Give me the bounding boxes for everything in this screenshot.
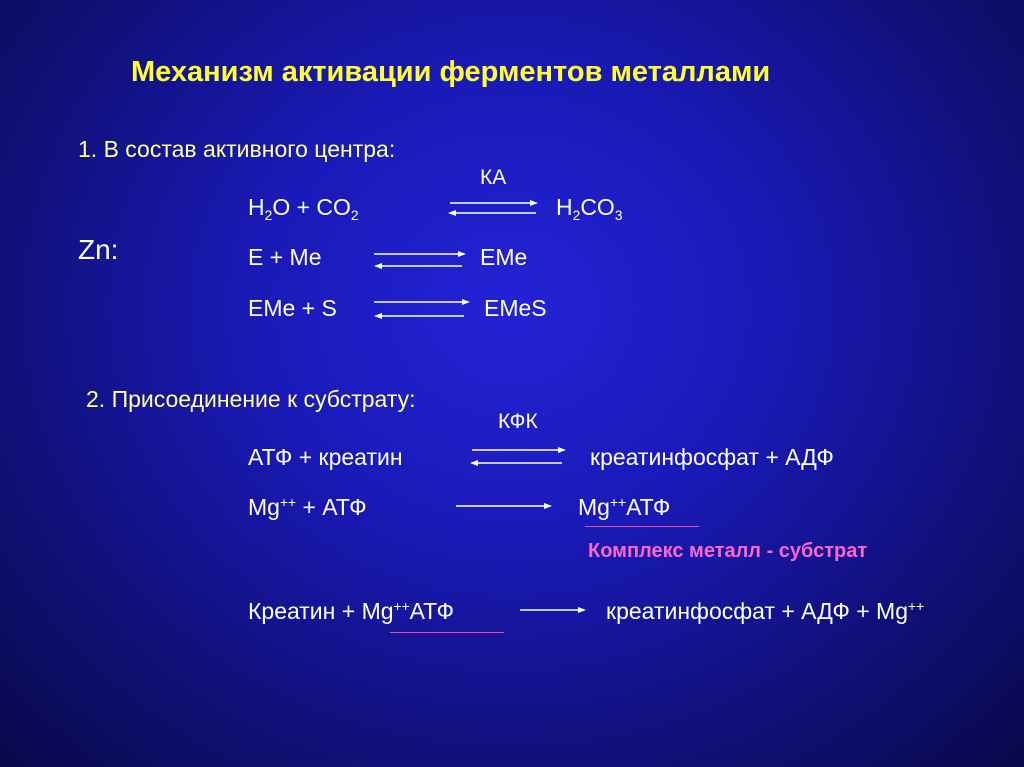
equation-6-left <box>248 598 454 625</box>
equation-5-right <box>578 494 670 521</box>
superscript: ++ <box>393 599 410 614</box>
equation-2-left: E + Me <box>248 244 322 270</box>
metal-label-zn: Zn: <box>78 234 119 265</box>
equation-4-right: креатинфосфат + АДФ <box>590 444 834 470</box>
eq-text: креатинфосфат + АДФ + Mg <box>606 598 909 624</box>
eq-text: CO <box>580 194 615 220</box>
equation-2-right: EMe <box>480 244 528 270</box>
reversible-arrow-icon <box>468 446 568 468</box>
eq-text: АТФ <box>409 598 454 624</box>
forward-arrow-icon <box>454 500 554 512</box>
reversible-arrow-icon <box>446 199 540 217</box>
equation-4-left: АТФ + креатин <box>248 444 403 470</box>
superscript: ++ <box>908 599 925 614</box>
eq-text: + АТФ <box>296 494 367 520</box>
complex-underline <box>585 526 699 527</box>
equation-6-right <box>606 598 924 625</box>
equation-1-left <box>248 194 359 223</box>
section-1-heading: 1. В состав активного центра: <box>78 136 396 162</box>
equation-3-left: EMe + S <box>248 295 337 321</box>
equation-1-right <box>556 194 623 223</box>
eq-text: Креатин + <box>248 598 362 624</box>
eq-text: Mg <box>361 598 394 624</box>
forward-arrow-icon <box>518 604 590 616</box>
eq-text: Mg <box>578 494 610 520</box>
eq-text: O + CO <box>272 194 351 220</box>
section-2-heading: 2. Присоединение к субстрату: <box>86 386 416 412</box>
eq-text: Mg <box>248 494 280 520</box>
subscript: 2 <box>350 208 359 223</box>
equation-5-left <box>248 494 367 521</box>
catalyst-ka: КА <box>480 166 507 189</box>
reversible-arrow-icon <box>372 250 468 272</box>
subscript: 2 <box>264 208 273 223</box>
eq-text: АТФ <box>626 494 671 520</box>
subscript: 2 <box>572 208 581 223</box>
eq-text: H <box>248 194 265 220</box>
equation-3-right: EMeS <box>484 295 547 321</box>
subscript: 3 <box>614 208 623 223</box>
superscript: ++ <box>609 495 627 510</box>
superscript: ++ <box>279 495 297 510</box>
catalyst-kfk: КФК <box>498 410 538 433</box>
eq-text: H <box>556 194 573 220</box>
slide-title: Механизм активации ферментов металлами <box>131 56 771 88</box>
reversible-arrow-icon <box>372 297 472 321</box>
complex-label: Комплекс металл - субстрат <box>588 540 868 562</box>
complex-underline <box>390 632 504 633</box>
